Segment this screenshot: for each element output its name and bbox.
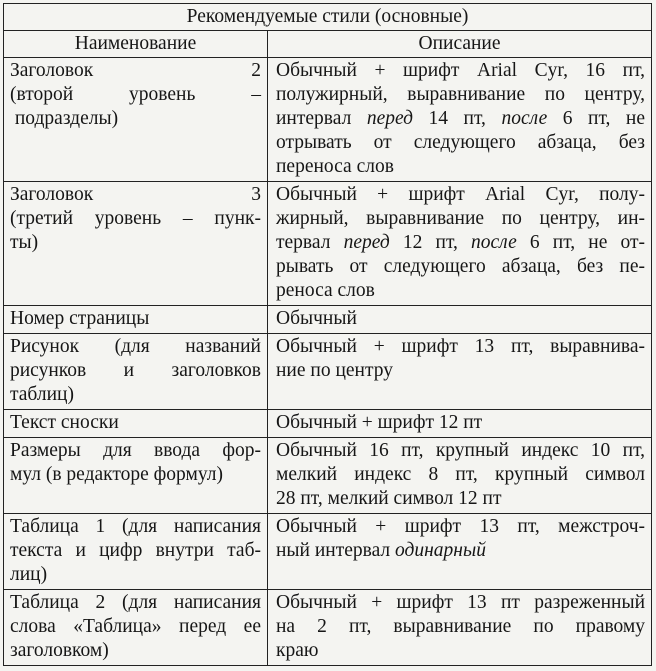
style-description-line: ние по центру [276, 360, 393, 381]
style-description-cell [268, 438, 652, 514]
style-description-cell [268, 334, 652, 410]
style-description-line: полужирный, выравнивание по центру, [276, 84, 646, 105]
style-name-cell [4, 182, 268, 306]
style-name-line: ты) [10, 232, 39, 253]
style-description-cell [268, 306, 652, 334]
document-page [3, 3, 651, 666]
style-name-line: слова «Таблица» перед ее [10, 616, 261, 637]
table-row [4, 306, 652, 334]
style-name-line: текста и цифр внутри таб- [10, 540, 261, 561]
header-name: Наименование [4, 31, 268, 58]
style-description-line: отрывать от следующего абзаца, без [276, 132, 646, 153]
table-row [4, 410, 652, 438]
style-name-line: (третий уровень – пунк- [10, 208, 261, 229]
style-name-line: заголовком) [10, 640, 109, 661]
style-name-cell [4, 58, 268, 182]
style-description-line: Обычный + шрифт 13 пт разреженный [276, 592, 646, 613]
style-name-cell [4, 306, 268, 334]
style-name-line: Таблица 1 (для написания [10, 516, 261, 537]
table-row [4, 334, 652, 410]
style-name-line: Текст сноски [10, 412, 119, 433]
style-name-cell [4, 514, 268, 590]
table-title-row [4, 4, 652, 31]
table-header-row [4, 31, 652, 58]
style-description-cell [268, 410, 652, 438]
style-description-cell [268, 58, 652, 182]
style-description-line: краю [276, 640, 319, 661]
table-row [4, 182, 652, 306]
style-name-line: лиц) [10, 564, 48, 585]
table-row [4, 58, 652, 182]
style-description-line: интервал перед 14 пт, после 6 пт, не [276, 108, 645, 129]
style-name-line: Заголовок 2 [10, 60, 261, 81]
style-name-line: Номер страницы [10, 308, 150, 329]
style-name-cell [4, 590, 268, 666]
style-description-line: Обычный + шрифт 13 пт, выравнива- [276, 336, 646, 357]
italic-term: одинарный [395, 540, 486, 561]
style-name-line: Размеры для ввода фор- [10, 440, 261, 461]
style-description-line: Обычный + шрифт Arial Cyr, полу- [276, 184, 646, 205]
style-name-line: мул (в редакторе формул) [10, 464, 223, 485]
table-row [4, 438, 652, 514]
table-body [4, 58, 652, 666]
table-row [4, 590, 652, 666]
style-description-line: Обычный + шрифт 12 пт [276, 412, 483, 433]
style-description-line: Обычный + шрифт 13 пт, межстроч- [276, 516, 646, 537]
style-description-line: Обычный [276, 308, 357, 329]
style-description-line: на 2 пт, выравнивание по правому [276, 616, 646, 637]
style-description-cell [268, 514, 652, 590]
style-name-line: таблиц) [10, 384, 74, 405]
style-name-line: Рисунок (для названий [10, 336, 261, 357]
italic-term: после [471, 232, 517, 253]
style-description-line: 28 пт, мелкий символ 12 пт [276, 488, 502, 509]
style-name-cell [4, 410, 268, 438]
style-description-line: реноса слов [276, 280, 375, 301]
style-description-line: Обычный 16 пт, крупный индекс 10 пт, [276, 440, 646, 461]
italic-term: после [501, 108, 548, 129]
table-title: Рекомендуемые стили (основные) [4, 4, 652, 31]
style-description-cell [268, 182, 652, 306]
style-description-line: Обычный + шрифт Arial Cyr, 16 пт, [276, 60, 646, 81]
table-row [4, 514, 652, 590]
style-name-line: Таблица 2 (для написания [10, 592, 261, 613]
style-name-line: рисунков и заголовков [10, 360, 261, 381]
style-name-line: Заголовок 3 [10, 184, 261, 205]
style-description-line: ный интервал одинарный [276, 540, 486, 561]
style-name-line: (второй уровень – [10, 84, 261, 105]
italic-term: перед [343, 232, 390, 253]
style-description-line: жирный, выравнивание по центру, ин- [276, 208, 646, 229]
style-description-cell [268, 590, 652, 666]
styles-table [3, 3, 652, 666]
header-description: Описание [268, 31, 652, 58]
style-name-cell [4, 334, 268, 410]
style-description-line: рывать от следующего абзаца, без пе- [276, 256, 646, 277]
style-description-line: мелкий индекс 8 пт, крупный символ [276, 464, 646, 485]
style-name-line: подразделы) [10, 108, 119, 129]
style-description-line: тервал перед 12 пт, после 6 пт, не от- [276, 232, 646, 253]
italic-term: перед [366, 108, 414, 129]
style-description-line: переноса слов [276, 156, 394, 177]
style-name-cell [4, 438, 268, 514]
